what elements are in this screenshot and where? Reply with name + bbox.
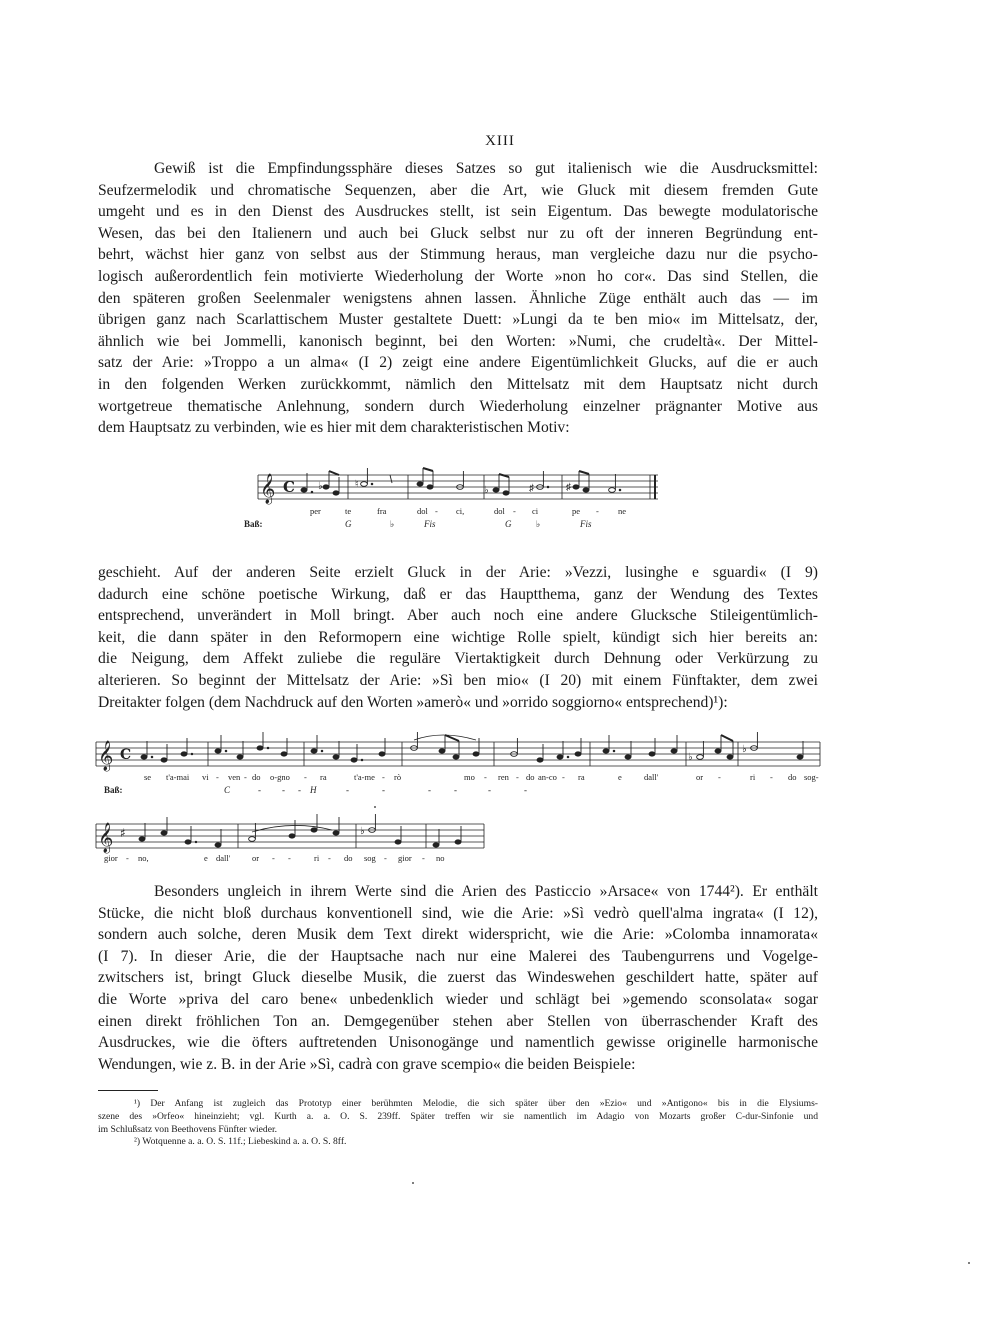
lyric: dol: [417, 506, 428, 516]
bass-note: -: [428, 785, 431, 795]
bass-note: -: [524, 785, 527, 795]
svg-text:♭: ♭: [484, 485, 489, 496]
lyrics-row-2: [104, 853, 445, 863]
svg-text:♭: ♭: [688, 752, 693, 763]
text-line: logisch außerordentlich fein motivierte Wiederholung der Worte »non ho cor«. Das sind Stellen, die: [98, 267, 818, 285]
text-line: Seufzermelodik und chromatische Sequenzen, aber die Art, wie Gluck mit diesem fremden Gute: [98, 181, 818, 199]
lyrics-row-1: [144, 772, 819, 782]
music-example-2: [92, 728, 832, 868]
lyric: sog-: [804, 772, 819, 782]
music-staff-2: [92, 728, 832, 868]
lyric: ri: [314, 853, 320, 863]
lyric: -: [384, 853, 387, 863]
text-line: wortgetreue thematische Anlehnung, sondern durch Wiederholung einzelner prägnanter Motive aus: [98, 397, 818, 415]
lyric: ra: [578, 772, 585, 782]
paragraph-1: [98, 158, 818, 439]
lyric: -: [126, 853, 129, 863]
text-line: den späteren großen Seelenmaler wenigstens ahnen lassen. Ähnliche Züge enthält auch das — im: [98, 289, 818, 307]
page-number: XIII: [485, 133, 515, 149]
footnote-rule: [98, 1090, 158, 1091]
bass-note: -: [488, 785, 491, 795]
bass-label: Baß:: [244, 519, 263, 529]
lyric: or: [696, 772, 704, 782]
bass-note: ♭: [536, 519, 541, 529]
text-line: (I 7). In dieser Arie, die der Hauptsache nach nur eine Malerei des Taubengurrens und Vogelge-: [98, 947, 818, 965]
lyric: -: [328, 853, 331, 863]
text-line: die Worte »priva del caro bene« unbedenklich wieder und schlägt bei »gemendo sconsolata« sogar: [98, 990, 818, 1008]
lyric: mo: [464, 772, 475, 782]
footnote-line: ¹) Der Anfang ist zugleich das Prototyp einer berühmten Melodie, die sich später über den »Ezio« und »Antigono« bis in die Elysiums-: [134, 1098, 818, 1109]
footnote-line: im Schlußsatz von Beethovens Fünfter wieder.: [98, 1123, 278, 1135]
lyric: ren: [498, 772, 509, 782]
lyric: -: [770, 772, 773, 782]
text-line: einen direkt fröhlichen Ton an. Demgegenüber stehen aber Stellen von überraschender Kraft des: [98, 1012, 818, 1030]
text-line: zwitschers ist, bringt Gluck dieselbe Musik, die zuerst das Windeswehen geschildert hatte, später auf: [98, 969, 818, 987]
lyric: vi: [202, 772, 209, 782]
lyric: do: [344, 853, 353, 863]
lyric: te: [345, 506, 352, 516]
lyric: ra: [320, 772, 327, 782]
lyric: -: [596, 506, 599, 516]
bass-note: H: [310, 785, 317, 795]
print-speck: [968, 1262, 970, 1264]
lyric: -: [718, 772, 721, 782]
text-line: satz der Arie: »Troppo a un alma« (I 2) zeigt eine andere Eigentümlichkeit Glucks, auf die er auch: [98, 354, 818, 372]
print-speck: [412, 1182, 414, 1184]
bass-note: -: [298, 785, 301, 795]
footnote-line: szene des »Orfeo« hineinzieht; vgl. Kurth a. a. O. S. 239ff. Später treffen wir sie namentlich im Adagio von Mozarts großer C-dur-Sinfonie und: [98, 1110, 818, 1122]
lyric: -: [435, 506, 438, 516]
text-line: Dreitakter folgen (dem Nachdruck auf den Worten »amerò« und »orrido soggiorno« entsprechend)¹):: [98, 693, 728, 711]
lyric: sog: [364, 853, 376, 863]
svg-text:C: C: [283, 478, 295, 496]
svg-text:♯: ♯: [120, 826, 126, 840]
bass-note: -: [258, 785, 261, 795]
lyric: dol: [494, 506, 505, 516]
lyric: ven: [228, 772, 241, 782]
svg-text:♭: ♭: [742, 744, 747, 755]
lyric: t'a-mai: [166, 772, 190, 782]
lyric: ci: [532, 506, 539, 516]
lyric: rò: [394, 772, 402, 782]
lyric: ci,: [456, 506, 465, 516]
lyric: fra: [377, 506, 387, 516]
lyric: pe: [572, 506, 581, 516]
text-line: Wendungen, wie z. B. in der Arie »Sì, cadrà con grave scempio« die beiden Beispiele:: [98, 1055, 636, 1073]
paragraph-2: [98, 562, 818, 713]
text-line: Ausdruckes, wie die öfters auftretenden Unisonogänge und namentlich gewisse originelle harmonische: [98, 1034, 818, 1052]
music-staff-1: [230, 465, 670, 537]
lyric: -: [562, 772, 565, 782]
lyric: -: [272, 853, 275, 863]
lyric: ri: [750, 772, 756, 782]
svg-text:C: C: [120, 747, 132, 763]
lyric: no: [436, 853, 445, 863]
lyric: e: [204, 853, 208, 863]
lyric: gior: [398, 853, 412, 863]
music-example-1: [230, 465, 670, 537]
lyric: dall': [216, 853, 231, 863]
bass-note: -: [454, 785, 457, 795]
text-line: übrigen ganz nach Scarlattischem Muster gestaltete Duett: »Lungi da te ben mio« im Mittelsatz, der,: [98, 311, 818, 329]
lyric: dall': [644, 772, 659, 782]
lyric: or: [252, 853, 260, 863]
lyric: -: [516, 772, 519, 782]
text-line: keit, die dann später in den Reformopern eine wichtige Rolle spielt, kündigt sich hier bereits an:: [98, 628, 818, 646]
text-line: dem Hauptsatz zu verbinden, wie es hier mit dem charakteristischen Motiv:: [98, 419, 570, 437]
lyric: se: [144, 772, 152, 782]
lyric: an-co: [538, 772, 557, 782]
lyric: -: [422, 853, 425, 863]
text-line: Stücke, die nicht bloß durchaus konventionell sind, wie die Arie: »Sì vedrò quell'alma ingrata« (I 12),: [98, 904, 818, 922]
paragraph-3: [98, 881, 818, 1075]
lyric: do: [788, 772, 797, 782]
svg-text:♯: ♯: [529, 483, 534, 494]
lyric: -: [244, 772, 247, 782]
lyric: -: [288, 853, 291, 863]
bass-note: C: [224, 785, 231, 795]
lyric: do: [252, 772, 261, 782]
text-line: in den folgenden Werken zurückkommt, nämlich den Mittelsatz mit dem Hauptsatz nicht durch: [98, 375, 818, 393]
text-line: Besonders ungleich in ihrem Werte sind die Arien des Pasticcio »Arsace« von 1744²). Er enthält: [154, 883, 818, 900]
lyric: ne: [618, 506, 627, 516]
lyric: e: [618, 772, 622, 782]
text-line: geschieht. Auf der anderen Seite erzielt Gluck in der Arie: »Vezzi, lusinghe e sguardi« (I 9): [98, 564, 818, 581]
svg-text:♮: ♮: [355, 479, 359, 490]
lyric: o-gno: [270, 772, 290, 782]
bass-note: G: [345, 519, 352, 529]
footnotes: [98, 1098, 818, 1149]
text-line: ähnlich wie bei Jommelli, kanonisch beginnt, bei den Worten: »Numi, che crudeltà«. Der Mittel-: [98, 332, 818, 350]
lyric: no,: [138, 853, 149, 863]
lyric: t'a-me: [354, 772, 375, 782]
lyric: -: [382, 772, 385, 782]
bass-row: [345, 519, 592, 529]
text-line: alterieren. So beginnt der Mittelsatz der Arie: »Sì ben mio« (I 20) mit einem Fünftakter, dem zwei: [98, 671, 818, 689]
bass-note: Fis: [580, 519, 592, 529]
footnote-line: ²) Wotquenne a. a. O. S. 11f.; Liebeskind a. a. O. S. 8ff.: [134, 1136, 347, 1148]
text-line: umgeht und es in den Dienst des Ausdruckes stellt, ist sein Eigentum. Das bewegte modulatorische: [98, 203, 818, 221]
svg-text:𝄞: 𝄞: [98, 741, 114, 771]
text-line: die Neigung, dem Affekt zuliebe die reguläre Viertaktigkeit durch Dehnung oder Verkürzung zu: [98, 650, 818, 668]
lyric: -: [304, 772, 307, 782]
bass-note: Fis: [424, 519, 436, 529]
svg-text:♭: ♭: [360, 826, 365, 837]
lyric: do: [526, 772, 535, 782]
lyric: -: [216, 772, 219, 782]
lyrics-row: [310, 506, 626, 516]
text-line: Wesen, das bei den Italienern und auch bei Gluck selbst nur zu oft der inneren Begründung ent-: [98, 224, 818, 242]
svg-text:♯: ♯: [566, 482, 571, 493]
text-line: entsprechend, unverändert in Moll bringt. Aber auch noch eine andere Glucksche Stileigentümlich-: [98, 607, 818, 625]
lyric: -: [513, 506, 516, 516]
bass-row: [224, 785, 527, 795]
text-line: Gewiß ist die Empfindungssphäre dieses Satzes so gut italienisch wie die Ausdrucksmittel:: [154, 160, 818, 177]
text-line: sondern auch solche, deren Musik dem Text direkt widerspricht, wie die Arie: »Colomba innamorata«: [98, 926, 818, 944]
text-line: behrt, wächst hier ganz von selbst aus der Stimmung heraus, man vergleiche dazu nur die psycho-: [98, 246, 818, 264]
print-speck: [374, 806, 376, 808]
bass-note: -: [346, 785, 349, 795]
lyric: gior: [104, 853, 118, 863]
lyric: per: [310, 506, 321, 516]
lyric: -: [484, 772, 487, 782]
svg-text:♭: ♭: [318, 481, 323, 492]
svg-text:𝄞: 𝄞: [260, 474, 276, 504]
bass-note: G: [505, 519, 512, 529]
bass-label: Baß:: [104, 785, 123, 795]
bass-note: -: [282, 785, 285, 795]
bass-note: -: [382, 785, 385, 795]
svg-text:𝄞: 𝄞: [98, 823, 114, 853]
text-line: dadurch eine schöne poetische Wirkung, daß er das Hauptthema, ganz der Wendung des Textes: [98, 585, 818, 603]
bass-note: ♭: [390, 519, 395, 529]
